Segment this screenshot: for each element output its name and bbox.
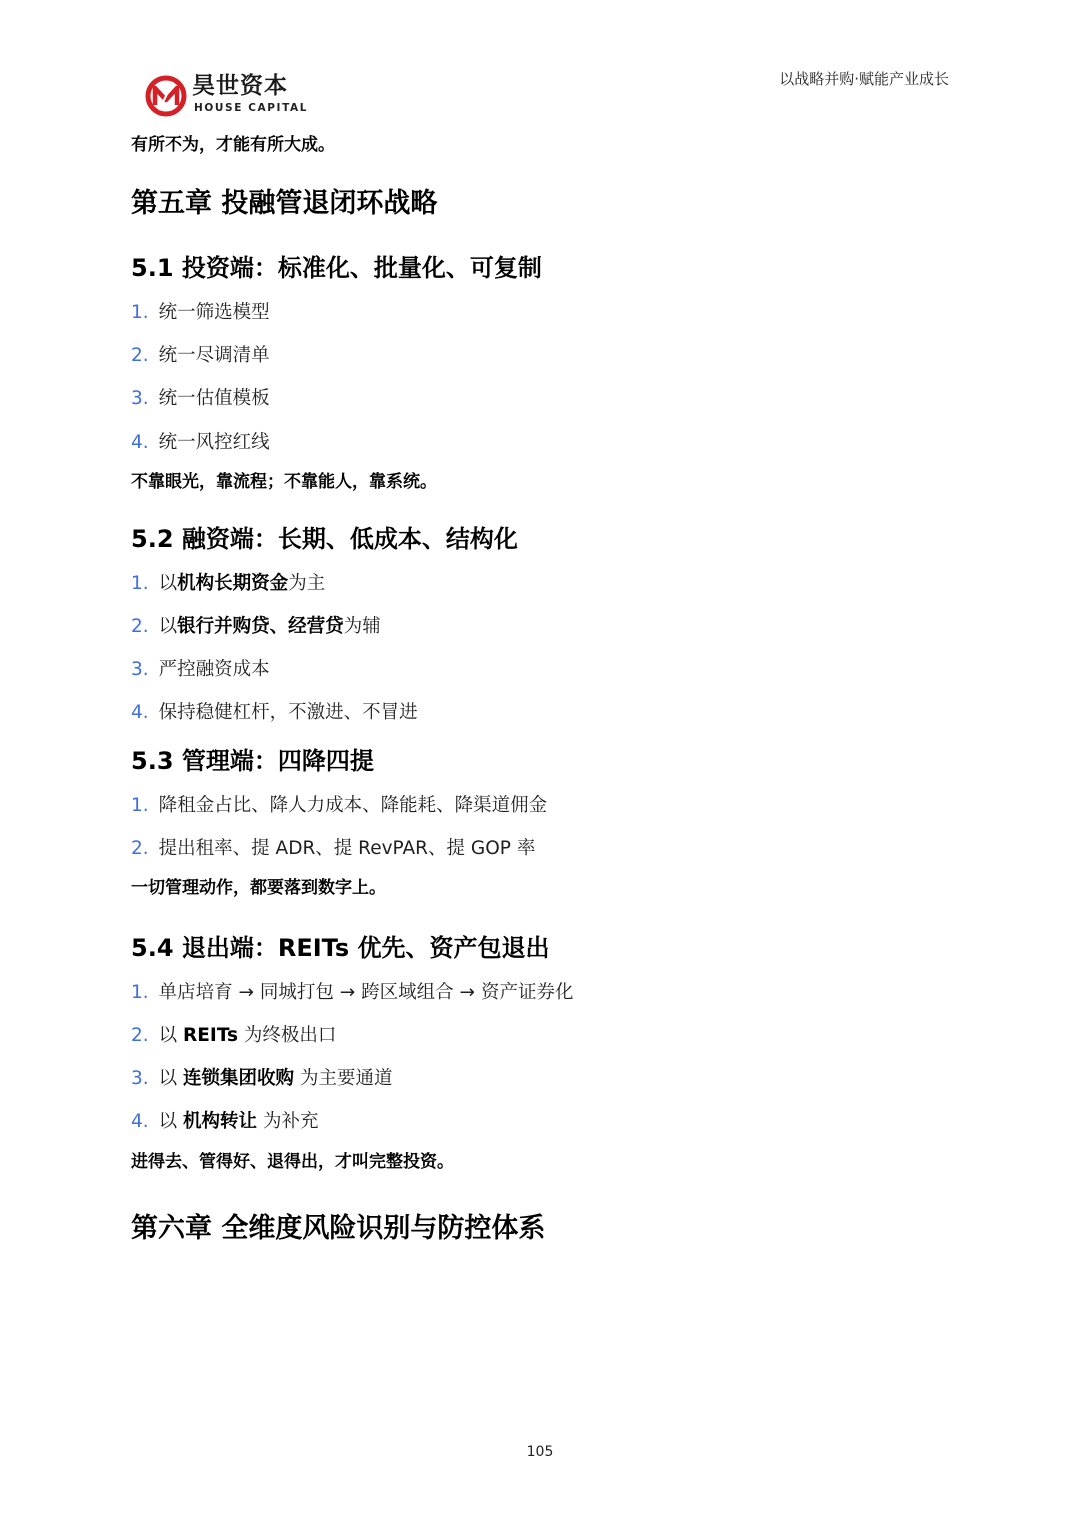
list-item [131,700,951,726]
list-item [131,300,951,326]
list-text: 统一尽调清单 [158,345,270,367]
list-number: 3. [131,1068,149,1090]
list-bold-text: 机构转让 [183,1111,258,1133]
list-item [131,793,951,819]
list-item [131,980,951,1006]
list-number: 3. [131,659,149,681]
logo-chinese-name: 昊世资本 [192,73,288,99]
section-5-1-title: 5.1 投资端：标准化、批量化、可复制 [131,254,542,282]
section-5-3-title: 5.3 管理端：四降四提 [131,746,374,775]
list-number: 1. [131,981,149,1003]
chapter-5-title: 第五章 投融管退闭环战略 [131,188,438,219]
section-5-4-title: 5.4 退出端：REITs 优先、资产包退出 [131,933,550,962]
list-item [131,386,951,412]
list-item: 4. 以 机构转让 为补充 [131,1111,319,1133]
section-5-3-list [131,793,951,862]
section-5-1-note: 不靠眼光，靠流程；不靠能人，靠系统。 [131,471,437,492]
list-bold-text: 银行并购贷、经营贷 [177,615,344,637]
section-5-2-title: 5.2 融资端：长期、低成本、结构化 [131,524,518,553]
list-text: 降租金占比、降人力成本、降能耗、降渠道佣金 [158,794,548,816]
intro-note: 有所不为，才能有所大成。 [131,135,335,155]
list-number: 1. [131,302,149,323]
list-text: 统一风控红线 [158,431,270,453]
list-text: 统一估值模板 [158,388,270,410]
page-number: 105 [526,1444,554,1460]
list-text: 统一筛选模型 [158,302,270,323]
list-item [131,430,951,456]
section-5-2-list [131,571,951,727]
list-number: 1. [131,572,149,594]
section-5-4-list [131,980,951,1136]
list-number: 3. [131,388,149,410]
list-text: 提出租率、提 ADR、提 RevPAR、提 GOP 率 [158,837,536,859]
list-number: 4. [131,431,149,453]
list-number: 2. [131,1025,149,1047]
list-number: 2. [131,615,149,637]
list-bold-text: REITs [183,1025,238,1047]
list-text: 保持稳健杠杆，不激进、不冒进 [158,702,418,724]
logo-english-name: HOUSE CAPITAL [194,102,309,114]
list-item: 2. 以 REITs 为终极出口 [131,1025,337,1047]
section-5-1-list [131,300,951,456]
list-item: 2. 以银行并购贷、经营贷为辅 [131,615,381,637]
section-5-4-note: 进得去、管得好、退得出，才叫完整投资。 [131,1151,454,1172]
list-number: 4. [131,702,149,724]
page-content [131,132,951,1249]
list-bold-text: 机构长期资金 [177,572,289,594]
list-item [131,343,951,369]
list-number: 4. [131,1111,149,1133]
house-capital-logo [144,72,324,118]
list-number: 1. [131,794,149,816]
chapter-6-title: 第六章 全维度风险识别与防控体系 [131,1212,546,1244]
list-text: 单店培育 → 同城打包 → 跨区域组合 → 资产证券化 [158,981,574,1003]
list-item [131,657,951,683]
list-item [131,836,951,862]
list-number: 2. [131,837,149,859]
logo-mark-icon [144,74,188,118]
list-bold-text: 连锁集团收购 [183,1068,295,1090]
header-tagline: 以战略并购·赋能产业成长 [779,70,949,88]
list-number: 2. [131,345,149,367]
list-text: 严控融资成本 [158,659,270,681]
list-item: 1. 以机构长期资金为主 [131,572,326,594]
list-item: 3. 以 连锁集团收购 为主要通道 [131,1068,393,1090]
section-5-3-note: 一切管理动作，都要落到数字上。 [131,877,386,898]
